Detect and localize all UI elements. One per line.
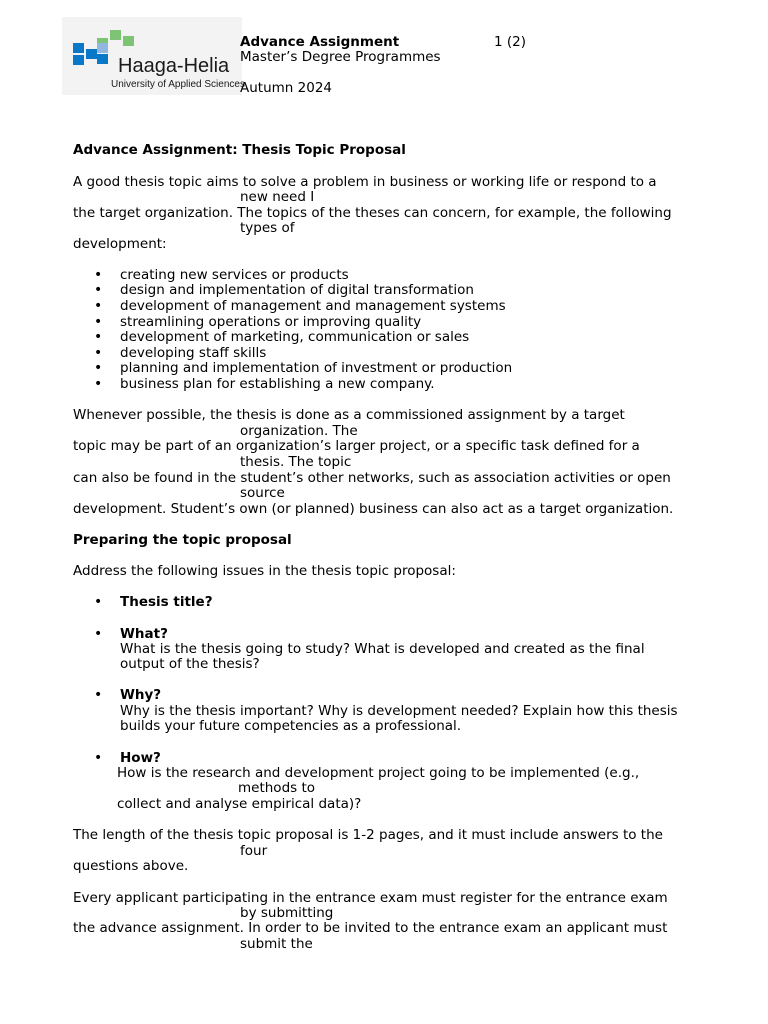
logo-square — [73, 55, 84, 65]
list-item: design and implementation of digital transformation — [120, 282, 474, 298]
paragraph-line: new need I — [240, 189, 315, 205]
list-item: streamlining operations or improving quality — [120, 314, 422, 330]
logo-name: Haaga-Helia — [118, 55, 230, 77]
issue-line: methods to — [238, 780, 316, 796]
list-item: creating new services or products — [120, 267, 349, 283]
paragraph-line: types of — [240, 220, 295, 236]
paragraph-line: by submitting — [240, 905, 334, 921]
list-item: developing staff skills — [120, 345, 267, 361]
list-item: development of marketing, communication or sales — [120, 329, 470, 345]
issue-what-label: What? — [120, 626, 168, 642]
logo-square — [97, 54, 108, 64]
issue-how-label: How? — [120, 750, 161, 766]
paragraph-line: questions above. — [73, 858, 189, 874]
term-label: Autumn 2024 — [240, 80, 332, 96]
list-item: planning and implementation of investment or production — [120, 360, 513, 376]
bullet-icon: • — [94, 298, 103, 314]
issue-line: What is the thesis going to study? What is developed and created as the final — [120, 641, 645, 657]
bullet-icon: • — [94, 267, 103, 283]
bullet-icon: • — [94, 626, 103, 642]
bullet-icon: • — [94, 282, 103, 298]
paragraph-line: four — [240, 843, 268, 859]
logo-square — [86, 49, 97, 59]
section-heading: Preparing the topic proposal — [73, 532, 292, 548]
logo-square — [97, 43, 108, 53]
main-heading: Advance Assignment: Thesis Topic Proposal — [73, 142, 406, 158]
bullet-icon: • — [94, 750, 103, 766]
issue-line: builds your future competencies as a professional. — [120, 718, 462, 734]
list-item: business plan for establishing a new company. — [120, 376, 435, 392]
paragraph-line: Whenever possible, the thesis is done as a commissioned assignment by a target — [73, 407, 625, 423]
document-title: Advance Assignment — [240, 34, 400, 50]
paragraph-line: A good thesis topic aims to solve a problem in business or working life or respond to a — [73, 174, 657, 190]
paragraph-line: the advance assignment. In order to be invited to the entrance exam an applicant must — [73, 920, 668, 936]
bullet-icon: • — [94, 314, 103, 330]
bullet-icon: • — [94, 360, 103, 376]
logo-square — [110, 30, 121, 40]
issue-line: collect and analyse empirical data)? — [117, 796, 362, 812]
issue-line: output of the thesis? — [120, 656, 260, 672]
bullet-icon: • — [94, 687, 103, 703]
issue-title: Thesis title? — [120, 594, 213, 610]
paragraph-line: organization. The — [240, 423, 358, 439]
bullet-icon: • — [94, 345, 103, 361]
paragraph-line: submit the — [240, 936, 313, 952]
issue-line: How is the research and development project going to be implemented (e.g., — [117, 765, 640, 781]
paragraph-line: thesis. The topic — [240, 454, 352, 470]
paragraph-line: The length of the thesis topic proposal is 1-2 pages, and it must include answers to the — [73, 827, 663, 843]
paragraph-line: Every applicant participating in the entrance exam must register for the entrance exam — [73, 890, 668, 906]
logo-square — [73, 43, 84, 53]
list-item: development of management and management systems — [120, 298, 506, 314]
issue-why-label: Why? — [120, 687, 162, 703]
paragraph-line: development. Student’s own (or planned) business can also act as a target organization. — [73, 501, 674, 517]
paragraph-line: the target organization. The topics of the theses can concern, for example, the following — [73, 205, 672, 221]
issue-line: Why is the thesis important? Why is development needed? Explain how this thesis — [120, 703, 678, 719]
paragraph-line: development: — [73, 236, 167, 252]
bullet-icon: • — [94, 329, 103, 345]
bullet-icon: • — [94, 594, 103, 610]
paragraph-line: source — [240, 485, 285, 501]
bullet-icon: • — [94, 376, 103, 392]
logo-subtitle: University of Applied Sciences — [111, 79, 245, 90]
address-intro: Address the following issues in the thesis topic proposal: — [73, 563, 456, 579]
page-number: 1 (2) — [494, 34, 527, 50]
programme-label: Master’s Degree Programmes — [240, 49, 441, 65]
paragraph-line: topic may be part of an organization’s larger project, or a specific task defined for a — [73, 438, 640, 454]
logo-square — [123, 36, 134, 46]
paragraph-line: can also be found in the student’s other networks, such as association activities or open — [73, 470, 671, 486]
